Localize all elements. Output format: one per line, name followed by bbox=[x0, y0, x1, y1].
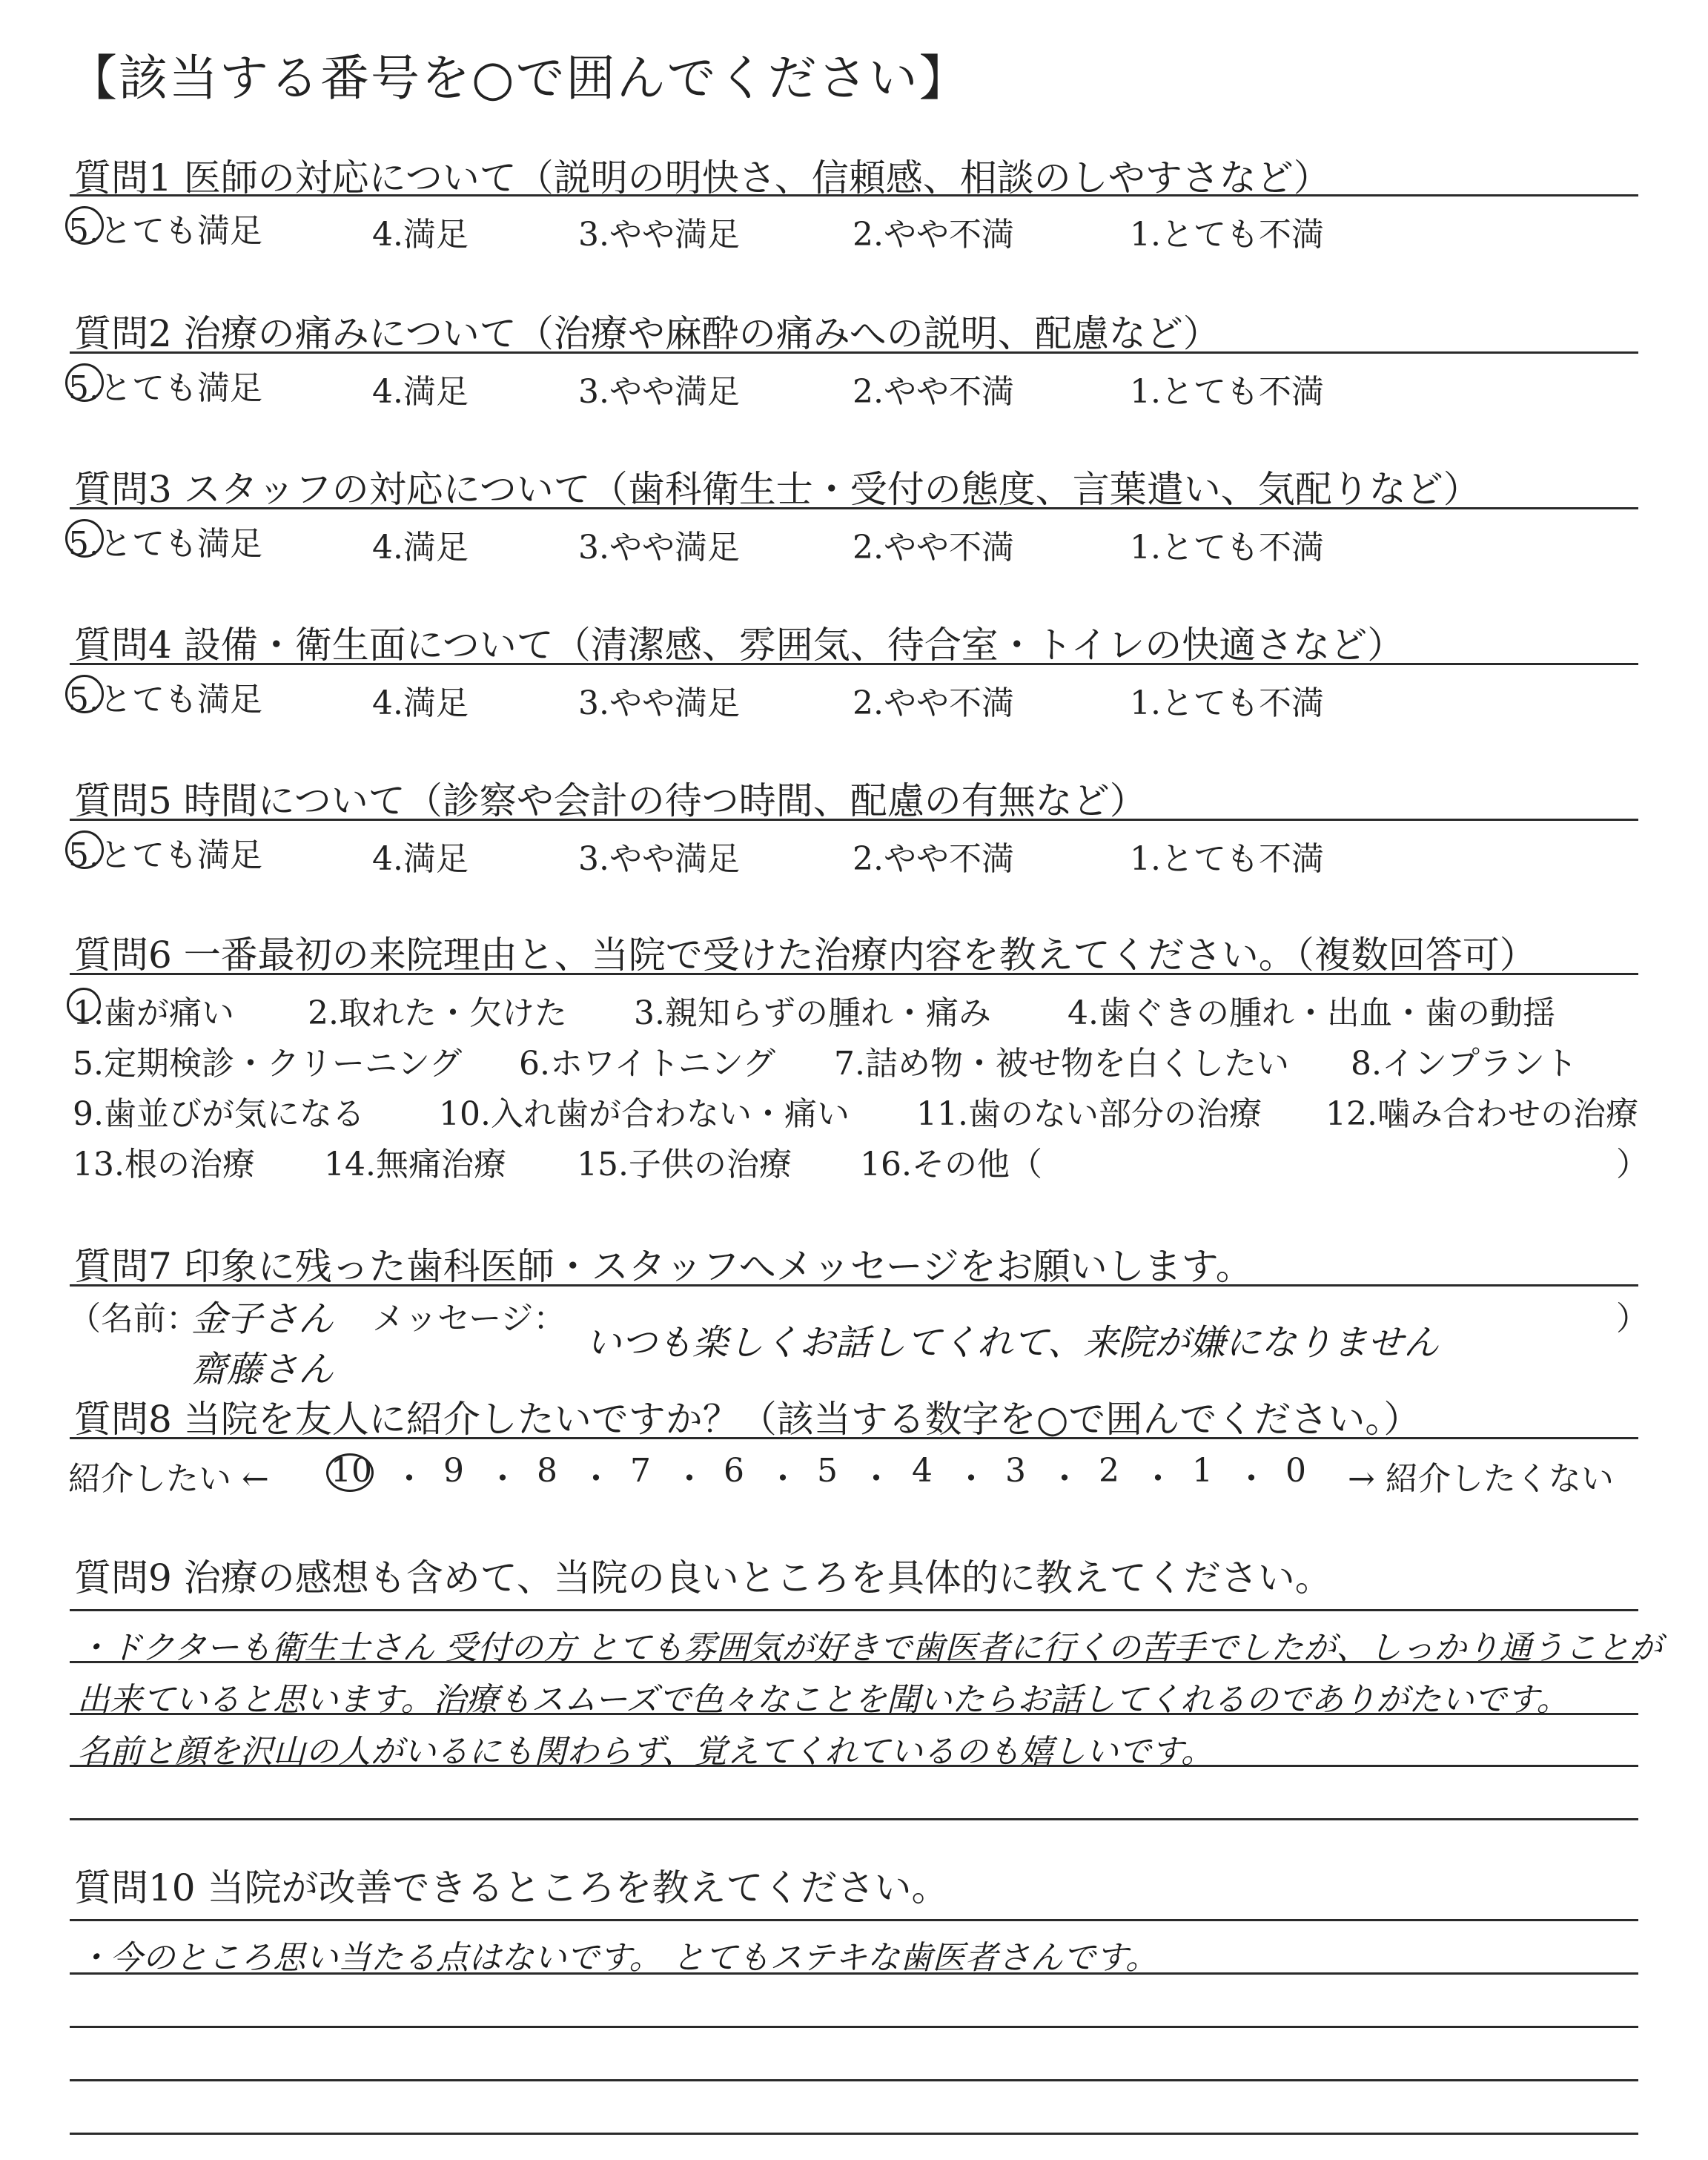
selection-circle bbox=[326, 1453, 374, 1492]
recommend-6[interactable]: 6 bbox=[724, 1452, 744, 1490]
question-7-label: 質問7 印象に残った歯科医師・スタッフへメッセージをお願いします。 bbox=[74, 1245, 1253, 1288]
q6-option-3[interactable]: 3.親知らずの腫れ・痛み bbox=[634, 994, 991, 1032]
q1-option-1[interactable]: 1.とても不満 bbox=[1130, 216, 1324, 254]
question-1-label: 質問1 医師の対応について（説明の明快さ、信頼感、相談のしやすさなど） bbox=[74, 156, 1331, 199]
separator-dot: ・ bbox=[955, 1460, 987, 1498]
divider bbox=[70, 1284, 1638, 1287]
q6-option-1[interactable]: 1.歯が痛い bbox=[73, 994, 234, 1032]
q5-option-3[interactable]: 3.やや満足 bbox=[578, 840, 740, 878]
q6-option-7[interactable]: 7.詰め物・被せ物を白くしたい bbox=[834, 1045, 1289, 1083]
q6-option-8[interactable]: 8.インプラント bbox=[1351, 1045, 1578, 1083]
selection-circle bbox=[67, 988, 101, 1022]
q4-option-4[interactable]: 4.満足 bbox=[372, 684, 469, 722]
recommend-10[interactable]: 10 bbox=[331, 1452, 372, 1490]
q2-option-5[interactable]: 5.とても満足 bbox=[68, 369, 262, 407]
separator-dot: ・ bbox=[767, 1460, 799, 1498]
page-title: 【該当する番号を○で囲んでください】 bbox=[68, 50, 970, 107]
q6-option-5[interactable]: 5.定期検診・クリーニング bbox=[73, 1045, 463, 1083]
recommend-7[interactable]: 7 bbox=[630, 1452, 651, 1490]
q10-answer: ・今のところ思い当たる点はないです。 とてもステキな歯医者さんです。 bbox=[77, 1939, 1159, 1977]
q6-option-12[interactable]: 12.噛み合わせの治療 bbox=[1325, 1095, 1638, 1133]
q6-option-2[interactable]: 2.取れた・欠けた bbox=[308, 994, 567, 1032]
selection-circle bbox=[65, 519, 104, 558]
recommend-8[interactable]: 8 bbox=[537, 1452, 557, 1490]
answer-line bbox=[70, 2079, 1638, 2081]
divider bbox=[70, 663, 1638, 665]
q3-option-3[interactable]: 3.やや満足 bbox=[578, 529, 740, 567]
question-4-label: 質問4 設備・衛生面について（清潔感、雰囲気、待合室・トイレの快適さなど） bbox=[74, 624, 1405, 667]
question-3-label: 質問3 スタッフの対応について（歯科衛生士・受付の態度、言葉遣い、気配りなど） bbox=[74, 468, 1480, 511]
message-label: メッセージ： bbox=[372, 1300, 566, 1338]
answer-line bbox=[70, 1818, 1638, 1820]
answer-line bbox=[70, 1919, 1638, 1921]
divider bbox=[70, 194, 1638, 196]
recommend-1[interactable]: 1 bbox=[1192, 1452, 1213, 1490]
q4-option-2[interactable]: 2.やや不満 bbox=[853, 684, 1014, 722]
selection-circle bbox=[65, 830, 104, 869]
question-6-label: 質問6 一番最初の来院理由と、当院で受けた治療内容を教えてください。（複数回答可） bbox=[74, 934, 1537, 977]
q3-option-5[interactable]: 5.とても満足 bbox=[68, 525, 262, 563]
q6-option-6[interactable]: 6.ホワイトニング bbox=[519, 1045, 776, 1083]
q4-option-3[interactable]: 3.やや満足 bbox=[578, 684, 740, 722]
q5-option-4[interactable]: 4.満足 bbox=[372, 840, 469, 878]
divider bbox=[70, 1437, 1638, 1439]
q4-option-1[interactable]: 1.とても不満 bbox=[1130, 684, 1324, 722]
recommend-5[interactable]: 5 bbox=[817, 1452, 838, 1490]
separator-dot: ・ bbox=[860, 1460, 893, 1498]
recommend-2[interactable]: 2 bbox=[1099, 1452, 1119, 1490]
separator-dot: ・ bbox=[393, 1460, 426, 1498]
q6-option-16-close: ） bbox=[1616, 1146, 1649, 1183]
name-handwritten-2: 齋藤さん bbox=[191, 1349, 334, 1390]
message-handwritten: いつも楽しくお話してくれて、来院が嫌になりません bbox=[586, 1322, 1440, 1364]
q1-option-3[interactable]: 3.やや満足 bbox=[578, 216, 740, 254]
divider bbox=[70, 973, 1638, 975]
q5-option-5[interactable]: 5.とても満足 bbox=[68, 836, 262, 874]
q1-option-4[interactable]: 4.満足 bbox=[372, 216, 469, 254]
recommend-0[interactable]: 0 bbox=[1285, 1452, 1306, 1490]
name-handwritten-1: 金子さん bbox=[191, 1298, 334, 1340]
answer-line bbox=[70, 1609, 1638, 1611]
answer-line bbox=[70, 2133, 1638, 2135]
q9-answer-line-3: 名前と顔を沢山の人がいるにも関わらず、覚えてくれているのも嬉しいです。 bbox=[77, 1733, 1214, 1771]
answer-line bbox=[70, 2026, 1638, 2028]
q2-option-3[interactable]: 3.やや満足 bbox=[578, 373, 740, 411]
recommend-4[interactable]: 4 bbox=[912, 1452, 933, 1490]
question-9-label: 質問9 治療の感想も含めて、当院の良いところを具体的に教えてください。 bbox=[74, 1556, 1332, 1599]
recommend-9[interactable]: 9 bbox=[443, 1452, 464, 1490]
q2-option-4[interactable]: 4.満足 bbox=[372, 373, 469, 411]
question-10-label: 質問10 当院が改善できるところを教えてください。 bbox=[74, 1866, 949, 1909]
q5-option-1[interactable]: 1.とても不満 bbox=[1130, 840, 1324, 878]
q5-option-2[interactable]: 2.やや不満 bbox=[853, 840, 1014, 878]
q6-option-9[interactable]: 9.歯並びが気になる bbox=[73, 1095, 365, 1133]
q1-option-5[interactable]: 5.とても満足 bbox=[68, 212, 262, 250]
separator-dot: ・ bbox=[486, 1460, 519, 1498]
divider bbox=[70, 351, 1638, 354]
q9-answer-line-1: ・ドクターも衛生士さん 受付の方 とても雰囲気が好きで歯医者に行くの苦手でしたが、しっかり通うことが bbox=[77, 1629, 1663, 1667]
selection-circle bbox=[65, 675, 104, 713]
q6-option-16[interactable]: 16.その他（ bbox=[860, 1146, 1042, 1183]
q6-option-13[interactable]: 13.根の治療 bbox=[73, 1146, 255, 1183]
q9-answer-line-2: 出来ていると思います。治療もスムーズで色々なことを聞いたらお話してくれるのでありがたいです。 bbox=[77, 1681, 1569, 1719]
divider bbox=[70, 507, 1638, 509]
separator-dot: ・ bbox=[673, 1460, 706, 1498]
q6-option-15[interactable]: 15.子供の治療 bbox=[577, 1146, 792, 1183]
q4-option-5[interactable]: 5.とても満足 bbox=[68, 681, 262, 719]
question-8-label: 質問8 当院を友人に紹介したいですか？（該当する数字を○で囲んでください。） bbox=[74, 1398, 1421, 1441]
separator-dot: ・ bbox=[1048, 1460, 1081, 1498]
separator-dot: ・ bbox=[580, 1460, 612, 1498]
q6-option-10[interactable]: 10.入れ歯が合わない・痛い bbox=[439, 1095, 850, 1133]
message-close: ） bbox=[1616, 1300, 1649, 1338]
recommend-left-label: 紹介したい ← bbox=[68, 1460, 269, 1498]
q2-option-2[interactable]: 2.やや不満 bbox=[853, 373, 1014, 411]
recommend-right-label: → 紹介したくない bbox=[1348, 1460, 1614, 1498]
q6-option-14[interactable]: 14.無痛治療 bbox=[324, 1146, 506, 1183]
q2-option-1[interactable]: 1.とても不満 bbox=[1130, 373, 1324, 411]
q3-option-4[interactable]: 4.満足 bbox=[372, 529, 469, 567]
selection-circle bbox=[65, 363, 104, 402]
recommend-3[interactable]: 3 bbox=[1005, 1452, 1026, 1490]
question-5-label: 質問5 時間について（診察や会計の待つ時間、配慮の有無など） bbox=[74, 779, 1147, 822]
question-2-label: 質問2 治療の痛みについて（治療や麻酔の痛みへの説明、配慮など） bbox=[74, 312, 1220, 355]
divider bbox=[70, 819, 1638, 821]
q3-option-2[interactable]: 2.やや不満 bbox=[853, 529, 1014, 567]
name-label: （名前： bbox=[68, 1300, 199, 1338]
q6-option-4[interactable]: 4.歯ぐきの腫れ・出血・歯の動揺 bbox=[1068, 994, 1555, 1032]
q3-option-1[interactable]: 1.とても不満 bbox=[1130, 529, 1324, 567]
q1-option-2[interactable]: 2.やや不満 bbox=[853, 216, 1014, 254]
separator-dot: ・ bbox=[1235, 1460, 1268, 1498]
q6-option-11[interactable]: 11.歯のない部分の治療 bbox=[916, 1095, 1262, 1133]
separator-dot: ・ bbox=[1142, 1460, 1174, 1498]
selection-circle bbox=[65, 206, 104, 245]
